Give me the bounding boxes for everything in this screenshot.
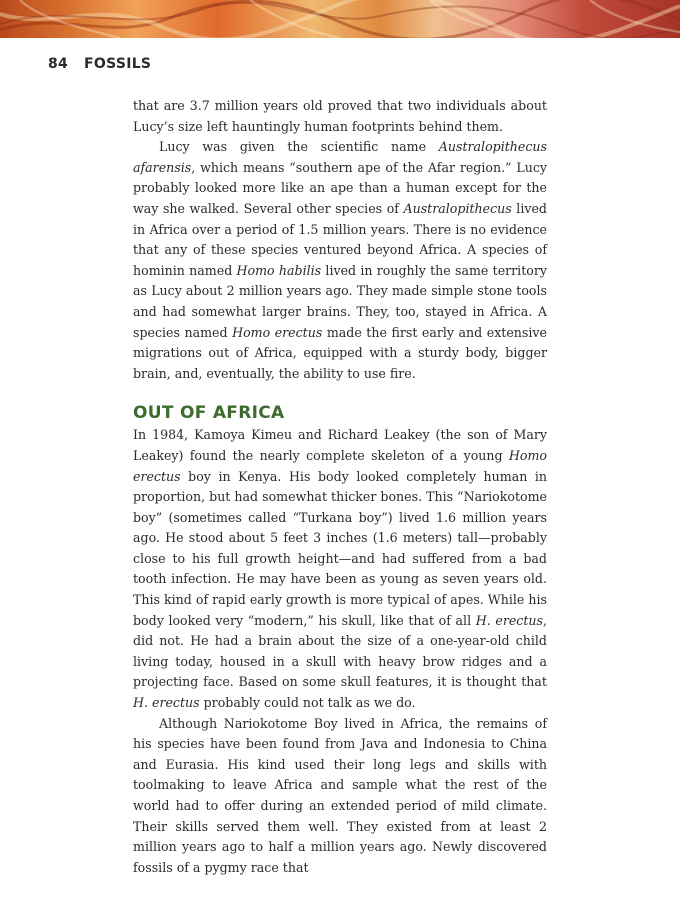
species-name: Australopithecus xyxy=(403,200,512,216)
text-run: lived in Africa over a period of 1.5 million years. There is no evidence that any of these species ventured beyond Africa. A species of hominin named xyxy=(133,200,547,278)
species-name: Homo erectus xyxy=(133,447,547,484)
paragraph-3 xyxy=(133,425,547,713)
paragraph-1: that are 3.7 million years old proved that two individuals about Lucy’s size left hauntingly human footprints behind them. xyxy=(133,98,547,134)
decorative-banner xyxy=(0,0,680,38)
text-run: , which means “southern ape of the Afar region.” Lucy probably looked more like an ape than a human except for the way she walked. Several other species of xyxy=(133,159,547,216)
species-name: Homo habilis xyxy=(236,262,322,278)
paragraph-4: Although Nariokotome Boy lived in Africa, the remains of his species have been found from Java and Indonesia to China and Eurasia. His kind used their long legs and skills with toolmaking to leave Africa and sample what the rest of the world had to offer during an extended period of mild climate. Their skills served them well. They existed from at least 2 million years ago to half a million years ago. Newly discovered fossils of a pygmy race that xyxy=(133,715,547,875)
page-number: 84 xyxy=(48,56,69,72)
text-run: probably could not talk as we do. xyxy=(199,695,416,711)
species-name: Homo erectus xyxy=(232,324,323,340)
text-run: lived in roughly the same territory as Lucy about 2 million years ago. They made simple stone tools and had somewhat larger brains. They, too, stayed in Africa. A species named xyxy=(133,262,547,340)
species-name: H. erectus xyxy=(133,695,200,711)
section-title: FOSSILS xyxy=(84,56,152,72)
rock-texture-graphic xyxy=(0,0,680,38)
text-run: , did not. He had a brain about the size of a one-year-old child living today, housed in a skull with heavy brow ridges and a projecting face. Based on some skull features, it is thought that xyxy=(133,612,547,690)
text-run: made the first early and extensive migrations out of Africa, equipped with a sturdy body, bigger brain, and, eventually, the ability to use fire. xyxy=(133,324,547,381)
paragraph-2 xyxy=(133,137,547,384)
species-name: Australopithecus afarensis xyxy=(133,139,547,175)
text-run: boy in Kenya. His body looked completely human in proportion, but had somewhat thicker bones. This “Nariokotome boy” (sometimes called “Turkana boy”) lived 1.6 million years ago. He stood about 5 feet 3 inches (1.6 meters) tall—probably close to his full growth height—and had suffered from a bad tooth infection. He may have been as young as seven years old. This kind of rapid early growth is more typical of apes. While his body looked very “modern,” his skull, like that of all xyxy=(133,468,547,628)
section-heading: OUT OF AFRICA xyxy=(133,403,285,424)
text-run: In 1984, Kamoya Kimeu and Richard Leakey (the son of Mary Leakey) found the nearly complete skeleton of a young xyxy=(133,427,547,463)
species-name: H. erectus xyxy=(475,612,543,628)
text-run: Lucy was given the scientific name xyxy=(159,139,439,155)
running-header xyxy=(48,56,151,76)
article-body xyxy=(133,96,547,878)
